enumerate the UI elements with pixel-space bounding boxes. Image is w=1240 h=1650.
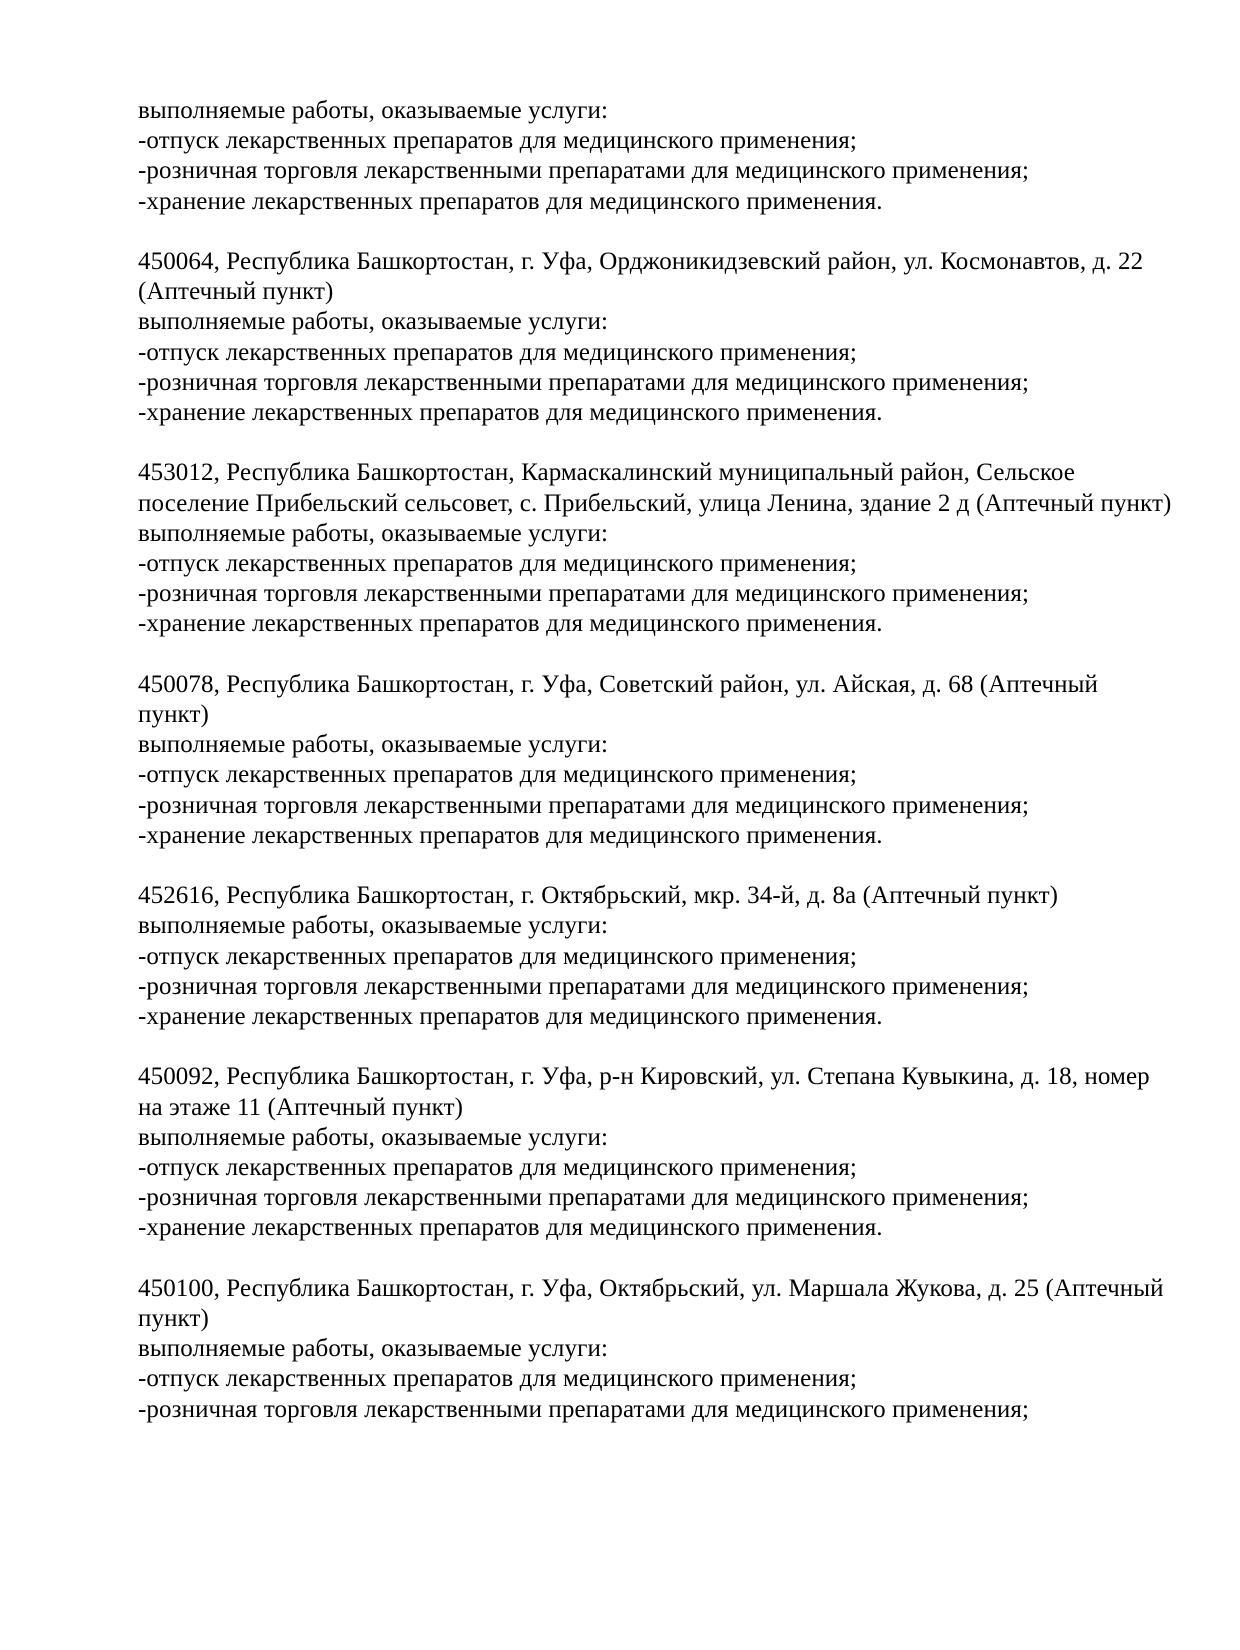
address-line: 452616, Республика Башкортостан, г. Октябрьский, мкр. 34-й, д. 8а (Аптечный пункт) xyxy=(138,882,1059,910)
entry-continuation xyxy=(138,96,1212,217)
address-line-continuation: пункт) xyxy=(138,701,209,729)
services-heading: выполняемые работы, оказываемые услуги: xyxy=(138,1123,608,1151)
service-item: -розничная торговля лекарственными препаратами для медицинского применения; xyxy=(138,972,1030,1000)
service-item: -хранение лекарственных препаратов для медицинского применения. xyxy=(138,610,883,638)
address-line: 450092, Республика Башкортостан, г. Уфа, р-н Кировский, ул. Степана Кувыкина, д. 18, номер xyxy=(138,1063,1150,1091)
address-line: 450078, Республика Башкортостан, г. Уфа, Советский район, ул. Айская, д. 68 (Аптечный xyxy=(138,670,1098,698)
service-item: -отпуск лекарственных препаратов для медицинского применения; xyxy=(138,338,857,366)
entry-450100 xyxy=(138,1274,1212,1425)
service-item: -отпуск лекарственных препаратов для медицинского применения; xyxy=(138,550,857,578)
address-line: 450064, Республика Башкортостан, г. Уфа, Орджоникидзевский район, ул. Космонавтов, д. 22 xyxy=(138,248,1144,275)
service-item: -розничная торговля лекарственными препаратами для медицинского применения; xyxy=(138,791,1030,819)
services-heading: выполняемые работы, оказываемые услуги: xyxy=(138,912,608,940)
entry-450078 xyxy=(138,670,1212,851)
address-line-continuation: пункт) xyxy=(138,1305,209,1333)
service-item: -отпуск лекарственных препаратов для медицинского применения; xyxy=(138,761,857,789)
service-item: -хранение лекарственных препаратов для медицинского применения. xyxy=(138,1003,883,1031)
service-item: -розничная торговля лекарственными препаратами для медицинского применения; xyxy=(138,368,1030,396)
service-item: -отпуск лекарственных препаратов для медицинского применения; xyxy=(138,1154,857,1182)
entries-list xyxy=(138,96,1212,1425)
entry-450092 xyxy=(138,1062,1212,1243)
service-item: -хранение лекарственных препаратов для медицинского применения. xyxy=(138,399,883,427)
address-line-continuation: (Аптечный пункт) xyxy=(138,278,334,306)
service-item: -розничная торговля лекарственными препаратами для медицинского применения; xyxy=(138,1184,1030,1212)
services-heading: выполняемые работы, оказываемые услуги: xyxy=(138,97,608,124)
service-item: -хранение лекарственных препаратов для медицинского применения. xyxy=(138,187,883,215)
entry-452616 xyxy=(138,881,1212,1032)
service-item: -хранение лекарственных препаратов для медицинского применения. xyxy=(138,821,883,849)
services-heading: выполняемые работы, оказываемые услуги: xyxy=(138,519,608,547)
service-item: -розничная торговля лекарственными препаратами для медицинского применения; xyxy=(138,1395,1030,1423)
address-line: 450100, Республика Башкортостан, г. Уфа, Октябрьский, ул. Маршала Жукова, д. 25 (Аптечный xyxy=(138,1274,1164,1302)
address-line: 453012, Республика Башкортостан, Кармаскалинский муниципальный район, Сельское xyxy=(138,459,1075,487)
entry-450064 xyxy=(138,247,1212,428)
service-item: -розничная торговля лекарственными препаратами для медицинского применения; xyxy=(138,580,1030,608)
service-item: -отпуск лекарственных препаратов для медицинского применения; xyxy=(138,942,857,970)
services-heading: выполняемые работы, оказываемые услуги: xyxy=(138,731,608,759)
address-line-continuation: поселение Прибельский сельсовет, с. Прибельский, улица Ленина, здание 2 д (Аптечный пункт) xyxy=(138,489,1172,517)
service-item: -хранение лекарственных препаратов для медицинского применения. xyxy=(138,1214,883,1242)
services-heading: выполняемые работы, оказываемые услуги: xyxy=(138,1335,608,1363)
entry-453012 xyxy=(138,458,1212,639)
service-item: -отпуск лекарственных препаратов для медицинского применения; xyxy=(138,1365,857,1393)
services-heading: выполняемые работы, оказываемые услуги: xyxy=(138,308,608,336)
address-line-continuation: на этаже 11 (Аптечный пункт) xyxy=(138,1093,464,1121)
service-item: -отпуск лекарственных препаратов для медицинского применения; xyxy=(138,127,857,155)
service-item: -розничная торговля лекарственными препаратами для медицинского применения; xyxy=(138,157,1030,185)
